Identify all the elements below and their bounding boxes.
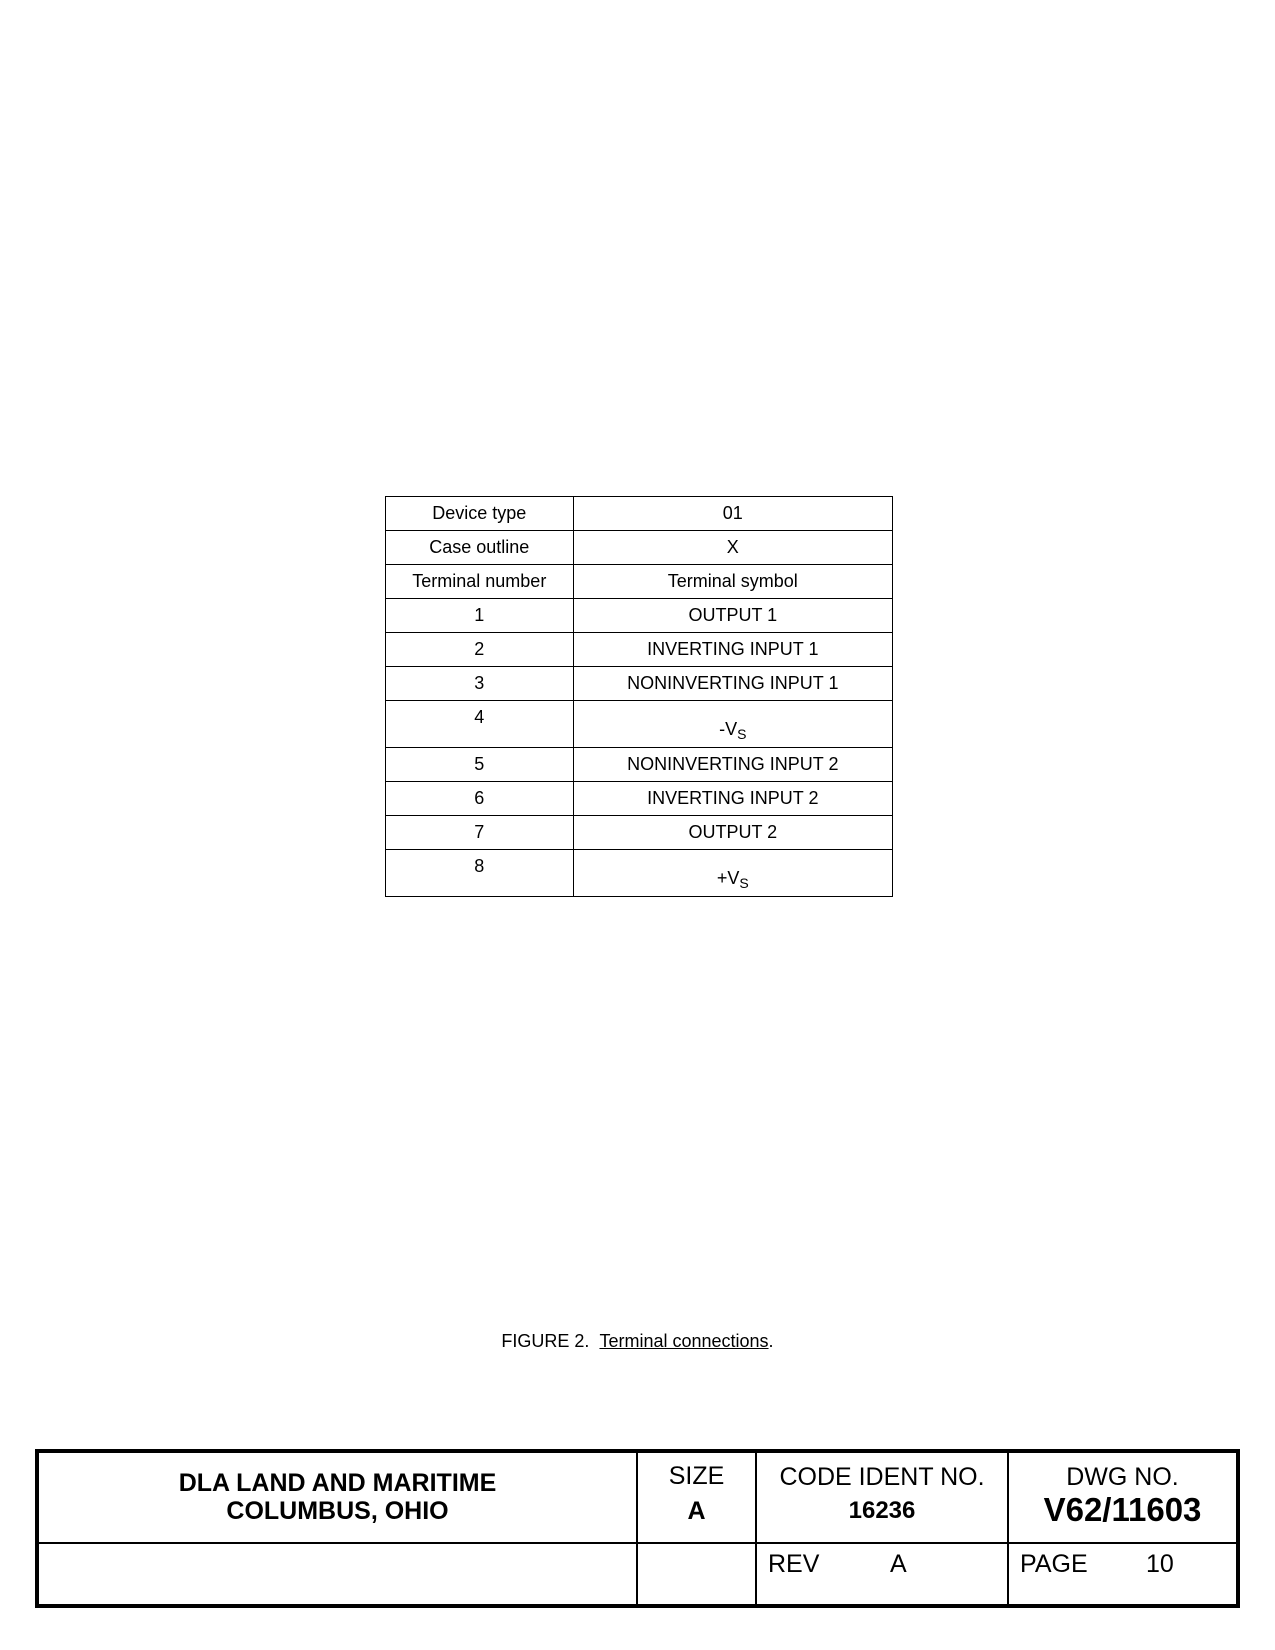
device-type-label: Device type [386,497,574,531]
terminal-number: 8 [386,850,574,897]
terminal-number: 4 [386,701,574,748]
terminal-number: 7 [386,816,574,850]
terminal-symbol: NONINVERTING INPUT 1 [573,667,892,701]
table-row [386,782,893,816]
terminal-symbol: OUTPUT 2 [573,816,892,850]
dwg-no-label: DWG NO. [1066,1463,1179,1491]
dwg-no-value: V62/11603 [1043,1491,1202,1528]
table-row [386,667,893,701]
code-ident-label: CODE IDENT NO. [779,1463,985,1491]
terminal-number: 5 [386,748,574,782]
terminal-symbol-header: Terminal symbol [573,565,892,599]
symbol-prefix: +V [716,868,740,888]
figure-caption [0,1331,1275,1352]
terminal-number: 3 [386,667,574,701]
code-ident-value: 16236 [848,1497,916,1524]
terminal-number-header: Terminal number [386,565,574,599]
table-row [386,599,893,633]
table-row [386,816,893,850]
terminal-symbol [573,850,892,897]
rev-value: A [890,1550,907,1578]
rev-label: REV [768,1550,820,1578]
size-label: SIZE [668,1462,725,1490]
symbol-subscript: S [737,726,747,742]
page-number: 10 [1146,1550,1174,1578]
terminal-symbol [573,701,892,748]
symbol-subscript: S [739,875,749,891]
table-row [386,531,893,565]
table-row [386,850,893,897]
table-row [386,497,893,531]
figure-period: . [768,1331,774,1351]
org-location: COLUMBUS, OHIO [226,1497,449,1525]
terminal-symbol: INVERTING INPUT 2 [573,782,892,816]
table-row [386,633,893,667]
case-outline-value: X [573,531,892,565]
terminal-number: 6 [386,782,574,816]
device-type-value: 01 [573,497,892,531]
page-label: PAGE [1020,1550,1088,1578]
symbol-prefix: -V [719,719,738,739]
figure-title: Terminal connections [599,1331,769,1351]
terminal-symbol: INVERTING INPUT 1 [573,633,892,667]
terminal-number: 2 [386,633,574,667]
figure-label: FIGURE 2. [501,1331,590,1351]
terminal-number: 1 [386,599,574,633]
table-row [386,748,893,782]
case-outline-label: Case outline [386,531,574,565]
table-row [386,565,893,599]
title-block [35,1449,1240,1608]
terminal-connections-table [385,496,893,897]
terminal-symbol: NONINVERTING INPUT 2 [573,748,892,782]
table-row [386,701,893,748]
size-value: A [687,1497,706,1525]
terminal-symbol: OUTPUT 1 [573,599,892,633]
org-name: DLA LAND AND MARITIME [178,1469,497,1497]
